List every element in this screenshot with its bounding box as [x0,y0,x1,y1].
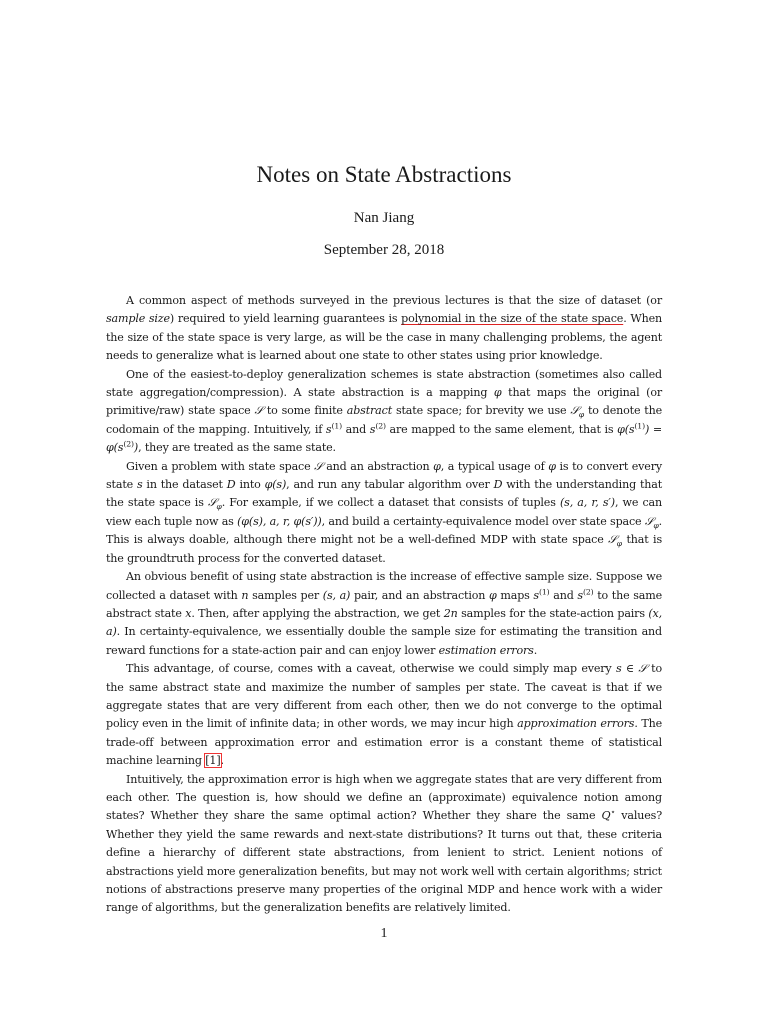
text: This advantage, of course, comes with a caveat, otherwise we could simply map every [126,662,616,676]
math: 𝒮 [608,533,617,547]
text: in the dataset [142,478,227,492]
math: φ [489,588,497,602]
math-subscript: φ [216,502,222,512]
emphasis: abstract [346,404,393,418]
paper-title: Notes on State Abstractions [256,162,512,187]
underlined-phrase: polynomial in the size of the state space [401,312,624,326]
math: x [185,606,192,620]
text: and an abstraction [322,459,434,473]
text: to denote the codomain of the mapping. Intuitively, if [106,404,663,436]
text: values? Whether they yield the same rewards and next-state distributions? It turns out that, these criteria define a hierarchy of different state abstractions, from lenient to strict. Lenient notions of abstractions yield more generalization benefits, but may not work well with certain algorithms; strict notions of abstractions preserve many properties of the original MDP and hence work with a wider range of algorithms, but the generalization benefits are relatively limited. [106,809,662,915]
text: are mapped to the same element, that is [385,422,618,436]
text: , a typical usage of [440,459,549,473]
math: (s, a, r, s′) [559,496,615,510]
text: samples per [248,588,323,602]
text: and [549,588,578,602]
math: (s, a) [322,588,351,602]
math: s [533,588,539,602]
math: ) = φ(s [106,422,662,455]
text: . [220,754,224,768]
text: state space; for brevity we use [392,404,571,418]
text: Intuitively, the approximation error is high when we aggregate states that are very different from each other. The question is, how should we define an (approximate) equivalence notion among states? Whether they share the same optimal action? Whether they share the same [106,772,662,823]
text: , and run any tabular algorithm over [286,478,494,492]
math: φ [493,386,502,400]
math: 2n [443,606,458,620]
math: Q [601,809,611,823]
math-superscript: (1) [331,421,343,431]
paper-author: Nan Jiang [353,210,415,226]
text: , we can view each tuple now as [106,496,663,528]
text: maps [496,588,534,602]
math-superscript: (2) [375,421,386,431]
math: φ(s) [264,478,287,492]
paper-body [106,292,662,918]
math: s [369,422,376,436]
math-superscript: (1) [634,421,645,431]
math: D [493,478,503,492]
paper-page [106,0,662,1024]
text: to the same abstract state and maximize the number of samples per state. The caveat is that if we aggregate states that are very different from each other, then we do not converge to the optimal policy even in the limit of infinite data; in other words, we may incur high [106,662,662,731]
text: . The trade-off between approximation error and estimation error is a constant theme of statistical machine learning [106,717,662,768]
math-subscript: φ [653,521,659,531]
text: that maps the original (or primitive/raw) state space [106,386,663,418]
math: φ(s [617,422,635,436]
math: 𝒮 [644,514,654,528]
text: that is the groundtruth process for the converted dataset. [106,533,662,565]
text: An obvious benefit of using state abstraction is the increase of effective sample size. Suppose we collected a dataset with [106,570,662,602]
math: (x, a) [106,606,663,639]
text: with the understanding that the state space is [106,478,663,510]
text: ) required to yield learning guarantees is [169,312,402,326]
text: A common aspect of methods surveyed in the previous lectures is that the size of dataset (or [126,294,662,307]
math-superscript: (2) [582,586,594,596]
emphasis: approximation errors [517,717,635,731]
paragraph-3 [106,458,662,568]
math: (φ(s), a, r, φ(s′)) [237,514,322,528]
math-superscript: ⋆ [610,807,616,817]
math: 𝒮 [314,459,323,473]
math: 𝒮 [254,404,263,418]
math: φ [548,459,556,473]
text: samples for the state-action pairs [457,606,649,620]
math: s [136,478,143,492]
page-number: 1 [380,926,388,941]
paragraph-1 [106,292,662,366]
text: and [342,422,370,436]
text: . For example, if we collect a dataset that consists of tuples [221,496,560,510]
text: is to convert every state [106,459,662,492]
text: to the same abstract state [106,588,663,620]
math-superscript: (1) [538,586,550,596]
math-subscript: φ [578,410,585,420]
text: . In certainty-equivalence, we essentially double the sample size for estimating the transition and reward functions for a state-action pair and can enjoy lower [106,625,662,657]
paragraph-6 [106,771,662,918]
emphasis: sample size [106,312,170,326]
paper-date: September 28, 2018 [323,242,445,258]
math: n [241,588,249,602]
text: . When the size of the state space is very large, as will be the case in many challenging problems, the agent needs to generalize what is learned about one state to other states using prior knowledge. [106,312,662,363]
text: into [235,478,265,492]
text: . [533,643,538,657]
paragraph-4 [106,568,662,660]
citation-link[interactable]: [1] [205,754,221,768]
text: to some finite [262,404,347,418]
paragraph-5 [106,660,662,770]
text: One of the easiest-to-deploy generalization schemes is state abstraction (sometimes also called state aggregation/compression). A state abstraction is a mapping [106,367,662,400]
text: Given a problem with state space [126,459,315,473]
math: ) [133,441,139,455]
paragraph-2 [106,366,662,458]
math: 𝒮 [570,404,579,418]
text: . This is always doable, although there might not be a well-defined MDP with state space [106,514,662,547]
emphasis: estimation errors [438,643,534,657]
math: 𝒮 [207,496,217,510]
math: s ∈ 𝒮 [615,662,647,676]
math-superscript: (2) [123,439,134,449]
math: φ [433,459,441,473]
math: D [226,478,236,492]
text: , they are treated as the same state. [138,441,336,455]
math: s [325,422,332,436]
text: . Then, after applying the abstraction, we get [191,606,444,620]
math-subscript: φ [616,539,622,549]
math: s [577,588,583,602]
text: , and build a certainty-equivalence model over state space [321,514,645,528]
text: pair, and an abstraction [350,588,490,602]
